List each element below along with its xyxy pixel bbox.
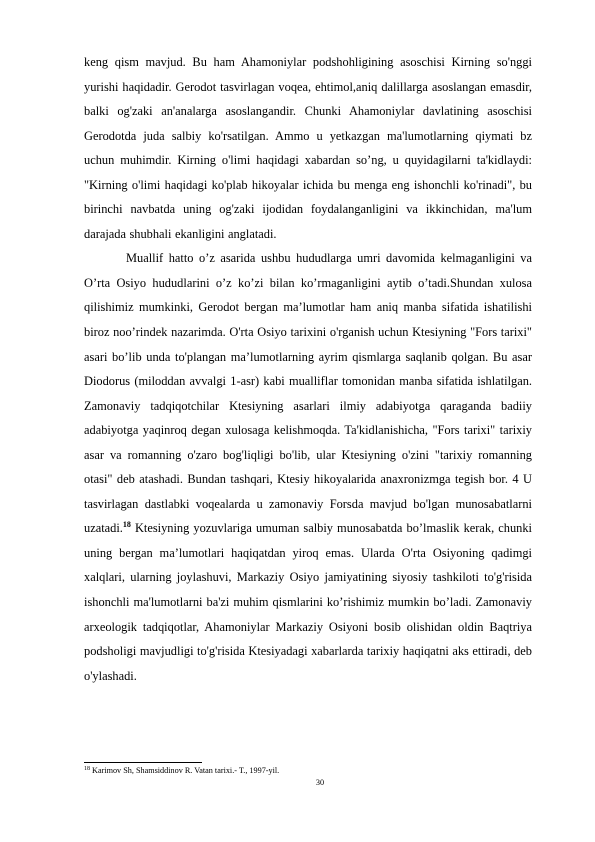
footnote xyxy=(84,765,532,776)
page-number: 30 xyxy=(315,778,325,787)
paragraph-2-text-b: Ktesiyning yozuvlariga umuman salbiy munosabatda bo’lmaslik kerak, chunki uning bergan ma’lumotlari haqiqatdan yiroq emas. Ularda O'rta Osiyoning qadimgi xalqlari, ularning joylashuvi, Markaziy Osiyo jamiyatining siyosiy tashkiloti to'g'risida ishonchli ma'lumotlarni ba'zi muhim qismlarini ko’rishimiz mumkin bo’ladi. Zamonaviy arxeologik tadqiqotlar, Ahamoniylar Markaziy Osiyoni bosib olishidan oldin Baqtriya podsholigi mavjudligi to'g'risida Ktesiyadagi xabarlarda tarixiy haqiqatni aks ettiradi, deb o'ylashadi. xyxy=(84,521,532,683)
paragraph-1: keng qism mavjud. Bu ham Ahamoniylar podshohligining asoschisi Kirning so'nggi yurishi haqidadir. Gerodot tasvirlagan voqea, ehtimol,aniq dalillarga asoslangan emasdir, balki og'zaki an'analarga asoslangandir. Chunki Ahamoniylar davlatining asoschisi Gerodotda juda salbiy ko'rsatilgan. Ammo u yetkazgan ma'lumotlarning qiymati bz uchun muhimdir. Kirning o'limi haqidagi xabardan so’ng, u quyidagilarni ta'kidlaydi: "Kirning o'limi haqidagi ko'plab hikoyalar ichida bu menga eng ishonchli ko'rinadi", bu birinchi navbatda uning og'zaki ijodidan foydalanganligini va ikkinchidan, ma'lum darajada shubhali ekanligini anglatadi. xyxy=(84,55,532,241)
footnote-divider xyxy=(84,762,202,763)
footnote-number: 18 xyxy=(84,766,90,772)
page-body xyxy=(84,50,532,688)
paragraph-2 xyxy=(84,246,532,688)
footnote-text: Karimov Sh, Shamsiddinov R. Vatan tarixi.- T., 1997-yil. xyxy=(90,766,280,775)
footnote-reference: 18 xyxy=(122,520,131,530)
paragraph-2-text-a: Muallif hatto o’z asarida ushbu hududlarga umri davomida kelmaganligini va O’rta Osiyo hududlarini o’z ko’zi bilan ko’rmaganligini aytib o’tadi.Shundan xulosa qilishimiz mumkinki, Gerodot bergan ma’lumotlar ham aniq manba sifatida ishatilishi biroz noo’rindek nazarimda. O'rta Osiyo tarixini o'rganish uchun Ktesiyning "Fors tarixi" asari bo’lib unda to'plangan ma’lumotlarning ayrim qismlarga saqlanib qolgan. Bu asar Diodorus (miloddan avvalgi 1-asr) kabi mualliflar tomonidan manba sifatida ishlatilgan. Zamonaviy tadqiqotchilar Ktesiyning asarlari ilmiy adabiyotga qaraganda badiiy adabiyotga yaqinroq degan xulosaga kelishmoqda. Ta'kidlanishicha, "Fors tarixi" tarixiy asar va romanning o'zaro bog'liqligi bo'lib, ular Ktesiyning o'zini "tarixiy romanning otasi" deb atashadi. Bundan tashqari, Ktesiy hikoyalarida anaxronizmga tegish bor. 4 U tasvirlagan dastlabki voqealarda u zamonaviy Forsda mavjud bo'lgan munosabatlarni uzatadi. xyxy=(84,251,532,536)
